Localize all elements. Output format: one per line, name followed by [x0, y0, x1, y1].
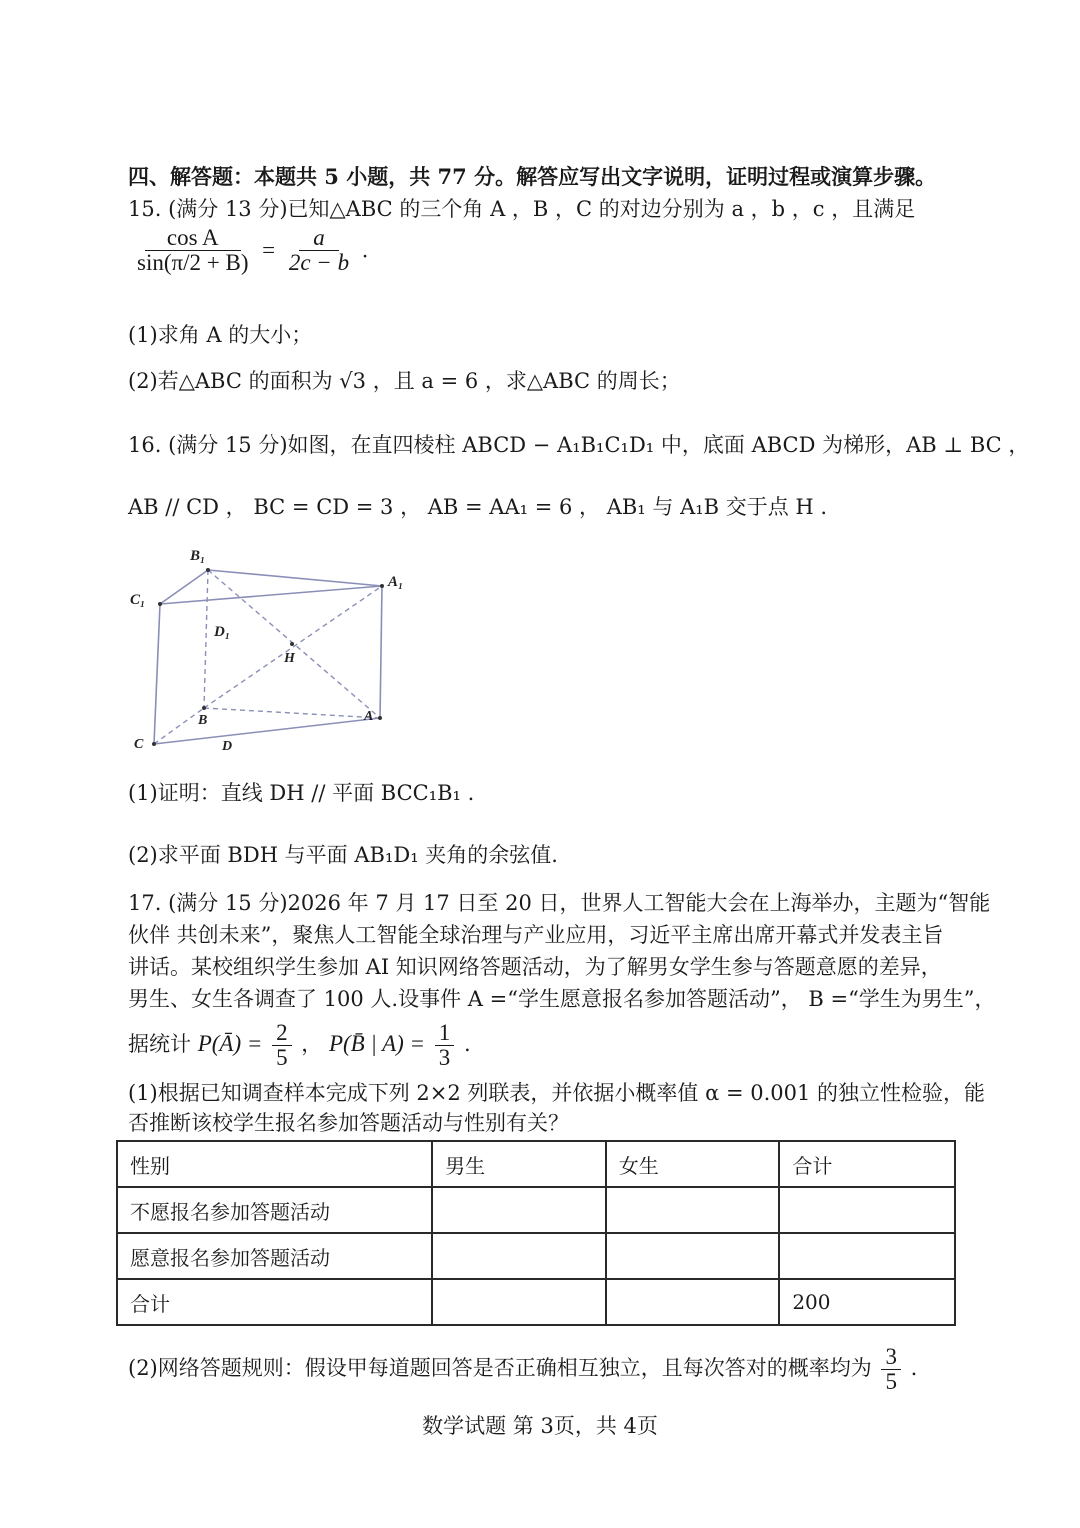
table-header-cell: 女生 [606, 1141, 780, 1187]
edge-b1-b [204, 570, 208, 708]
table-cell [606, 1187, 780, 1233]
label-b: B [198, 713, 208, 728]
table-cell: 不愿报名参加答题活动 [117, 1187, 432, 1233]
q17-part2-num: 3 [881, 1345, 901, 1370]
q16-stem-line2: AB // CD ， BC = CD = 3 ， AB = AA₁ = 6 ， AB₁ 与 A₁B 交于点 H . [128, 495, 828, 519]
table-header-cell: 男生 [432, 1141, 606, 1187]
table-cell [432, 1279, 606, 1325]
table-cell: 200 [779, 1279, 955, 1325]
q15-eq-right-num: a [299, 226, 339, 251]
edge-c1-b1 [160, 570, 208, 604]
q17-line1: 17. (满分 15 分)2026 年 7 月 17 日至 20 日，世界人工智能大会在上海举办，主题为“智能 [128, 891, 991, 915]
table-header-row [117, 1141, 955, 1187]
q15-eq-left-den: sin(π/2 + B) [137, 250, 249, 275]
table-cell: 愿意报名参加答题活动 [117, 1233, 432, 1279]
edge-b-a [204, 708, 380, 718]
label-h: H [284, 651, 295, 666]
table-cell [606, 1279, 780, 1325]
label-a1: A₁ [388, 574, 404, 590]
table-cell: 合计 [117, 1279, 432, 1325]
q17-line4: 男生、女生各调查了 100 人.设事件 A =“学生愿意报名参加答题活动”， B =“学生为男生”， [128, 987, 996, 1011]
table-row [117, 1279, 955, 1325]
q15-eq-right-den: 2c − b [288, 250, 350, 275]
table-header-cell: 性别 [117, 1141, 432, 1187]
q17-part1-line2: 否推断该校学生报名参加答题活动与性别有关？ [128, 1111, 569, 1135]
edge-c1-c [154, 604, 160, 744]
q15-part2: (2)若△ABC 的面积为 √3 ，且 a = 6 ，求△ABC 的周长； [128, 369, 681, 393]
edge-c1-a1 [160, 586, 382, 604]
q17-line2: 伙伴 共创未来”，聚焦人工智能全球治理与产业应用，习近平主席出席开幕式并发表主旨 [128, 923, 944, 947]
q17-p2-num: 1 [435, 1021, 455, 1046]
table-row [117, 1187, 955, 1233]
label-c: C [134, 737, 144, 752]
page-footer: 数学试题 第 3页，共 4页 [422, 1414, 658, 1438]
q16-part2: (2)求平面 BDH 与平面 AB₁D₁ 夹角的余弦值. [128, 843, 558, 867]
q16-stem-line1: 16. (满分 15 分)如图，在直四棱柱 ABCD − A₁B₁C₁D₁ 中，底面 ABCD 为梯形，AB ⊥ BC ， [128, 433, 1030, 457]
label-d: D [222, 739, 233, 754]
prism-figure [122, 538, 422, 758]
q17-p1-den: 5 [276, 1045, 288, 1070]
label-b1: B₁ [190, 548, 206, 564]
q17-part2-den: 5 [885, 1369, 897, 1394]
q17-part2: (2)网络答题规则：假设甲每道题回答是否正确相互独立，且每次答对的概率均为 $\frac{3}{5}$ . [128, 1344, 918, 1394]
table-cell [779, 1187, 955, 1233]
table-cell [779, 1233, 955, 1279]
edge-c-a [154, 718, 380, 744]
q15-part1: (1)求角 A 的大小； [128, 323, 313, 347]
q17-p1-num: 2 [272, 1021, 292, 1046]
q17-line3: 讲话。某校组织学生参加 AI 知识网络答题活动，为了解男女学生参与答题意愿的差异， [128, 955, 942, 979]
q17-part2-text: (2)网络答题规则：假设甲每道题回答是否正确相互独立，且每次答对的概率均为 [128, 1356, 872, 1380]
table-cell [432, 1187, 606, 1233]
q15-equation: $\frac{\text{cos A}}{\sin(\pi/2 + B)}$ = $\frac{a}{2c - b}$ . [130, 226, 369, 275]
q15-stem: 15. (满分 13 分)已知△ABC 的三个角 A ，B ，C 的对边分别为 a ，b ，c ，且满足 [128, 197, 916, 221]
q17-p2-label: P(B̄ | A) = [328, 1031, 426, 1056]
label-d1: D₁ [214, 624, 231, 640]
table-row [117, 1233, 955, 1279]
q17-part1-line1: (1)根据已知调查样本完成下列 2×2 列联表，并依据小概率值 α = 0.001 的独立性检验，能 [128, 1081, 986, 1105]
q17-probabilities: 据统计 P(Ā) = $\frac{2}{5}$ ， P(B̄ | A) = $\frac{1}{3}$ . [128, 1020, 471, 1070]
q15-eq-left-num: cos A [145, 226, 241, 251]
contingency-table [116, 1140, 956, 1326]
table-header-cell: 合计 [779, 1141, 955, 1187]
q17-line5-prefix: 据统计 [128, 1032, 191, 1056]
edge-a1-a [380, 586, 382, 718]
table-cell [432, 1233, 606, 1279]
q16-part1: (1)证明：直线 DH // 平面 BCC₁B₁ . [128, 781, 475, 805]
table-cell [606, 1233, 780, 1279]
edge-b1-a1 [208, 570, 382, 586]
q17-p2-den: 3 [438, 1045, 451, 1070]
section-header: 四、解答题：本题共 5 小题，共 77 分。解答应写出文字说明，证明过程或演算步骤。 [128, 164, 937, 189]
label-a: A [364, 709, 374, 724]
q17-p1-label: P(Ā) = [197, 1031, 263, 1056]
label-c1: C₁ [130, 592, 146, 608]
diag-b-a1 [204, 586, 382, 708]
